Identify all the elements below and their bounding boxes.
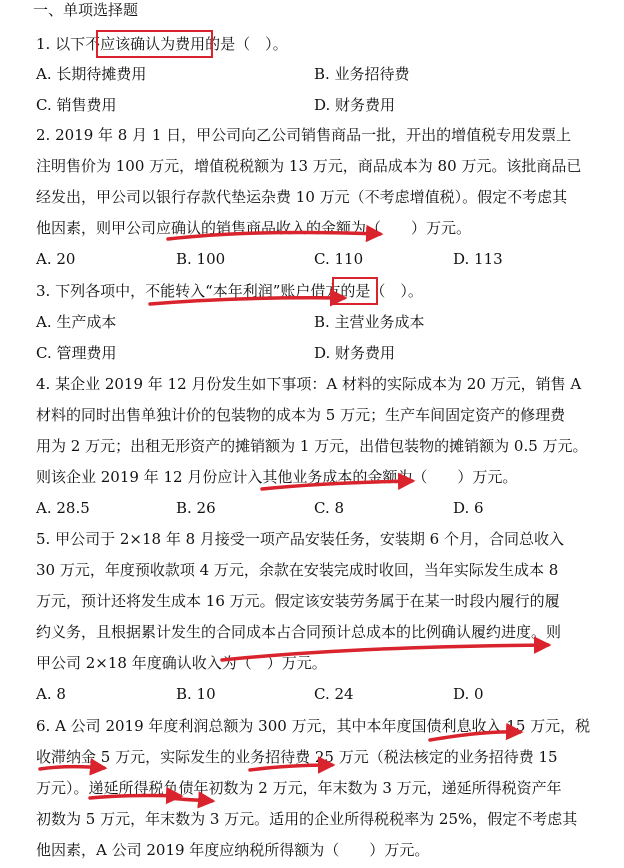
option-c: C. 管理费用 — [36, 344, 117, 362]
option-b: B. 26 — [176, 499, 216, 517]
arrow-underline — [168, 232, 380, 239]
option-d: D. 113 — [453, 250, 503, 268]
question-text-line: 注明售价为 100 万元，增值税税额为 13 万元，商品成本为 80 万元。该批商品已 — [36, 157, 582, 175]
question-text-line: 他因素，则甲公司应确认的销售商品收入的金额为（ ）万元。 — [36, 219, 472, 237]
question-text-line: 4. 某企业 2019 年 12 月份发生如下事项：A 材料的实际成本为 20 万元，销售 A — [36, 375, 582, 393]
arrow-underline — [222, 645, 548, 660]
option-a: A. 生产成本 — [36, 313, 117, 331]
question-text-line: 2. 2019 年 8 月 1 日，甲公司向乙公司销售商品一批，开出的增值税专用发票上 — [36, 126, 572, 144]
arrow-underline — [40, 767, 104, 769]
question-text-line: 30 万元，年度预收款项 4 万元，余款在安装完成时收回，当年实际发生成本 8 — [36, 561, 559, 579]
option-c: C. 8 — [314, 499, 345, 517]
option-c: C. 24 — [314, 685, 354, 703]
question-text-line: 甲公司 2×18 年度确认收入为（ ）万元。 — [36, 654, 327, 672]
question-text-line: 1. 以下不应该确认为费用的是（ ）。 — [36, 35, 288, 53]
option-c: C. 110 — [314, 250, 364, 268]
question-text-line: 收滞纳金 5 万元，实际发生的业务招待费 25 万元（税法核定的业务招待费 15 — [36, 748, 558, 766]
question-text-line: 6. A 公司 2019 年度利润总额为 300 万元，其中本年度国债利息收入 15 万元，税 — [36, 717, 591, 735]
option-b: B. 业务招待费 — [314, 65, 410, 83]
question-text-line: 万元，预计还将发生成本 16 万元。假定该安装劳务属于在某一时段内履行的履 — [36, 592, 560, 610]
option-b: B. 主营业务成本 — [314, 313, 425, 331]
question-text-line: 用为 2 万元；出租无形资产的摊销额为 1 万元，出借包装物的摊销额为 0.5 万元。 — [36, 437, 588, 455]
section-title: 一、单项选择题 — [33, 1, 139, 19]
question-text-line: 万元）。递延所得税负债年初数为 2 万元，年末数为 3 万元，递延所得税资产年 — [36, 779, 562, 797]
arrow-underline — [170, 798, 212, 801]
question-text-line: 则该企业 2019 年 12 月份应计入其他业务成本的金额为（ ）万元。 — [36, 468, 518, 486]
arrow-underline — [90, 795, 180, 798]
question-text-line: 5. 甲公司于 2×18 年 8 月接受一项产品安装任务，安装期 6 个月，合同总收入 — [36, 530, 564, 548]
question-text-line: 材料的同时出售单独计价的包装物的成本为 5 万元；生产车间固定资产的修理费 — [36, 406, 566, 424]
option-d: D. 财务费用 — [314, 344, 396, 362]
option-a: A. 8 — [36, 685, 66, 703]
arrow-underline — [430, 732, 520, 740]
option-a: A. 长期待摊费用 — [36, 65, 147, 83]
question-text-line: 3. 下列各项中，不能转入“本年利润”账户借方的是（ ）。 — [36, 282, 423, 300]
option-d: D. 0 — [453, 685, 484, 703]
option-a: A. 28.5 — [36, 499, 90, 517]
question-text-line: 经发出，甲公司以银行存款代垫运杂费 10 万元（不考虑增值税）。假定不考虑其 — [36, 188, 568, 206]
option-d: D. 财务费用 — [314, 96, 396, 114]
question-text-line: 约义务，且根据累计发生的合同成本占合同预计总成本的比例确认履约进度。则 — [36, 623, 562, 641]
arrow-underline — [250, 765, 332, 770]
question-text-line: 初数为 5 万元，年末数为 3 万元。适用的企业所得税税率为 25%，假定不考虑其 — [36, 810, 578, 828]
option-d: D. 6 — [453, 499, 484, 517]
arrow-underline — [262, 481, 412, 489]
option-c: C. 销售费用 — [36, 96, 117, 114]
option-a: A. 20 — [36, 250, 76, 268]
option-b: B. 100 — [176, 250, 226, 268]
question-text-line: 他因素，A 公司 2019 年度应纳税所得额为（ ）万元。 — [36, 841, 430, 859]
arrow-underline — [150, 298, 344, 304]
option-b: B. 10 — [176, 685, 216, 703]
